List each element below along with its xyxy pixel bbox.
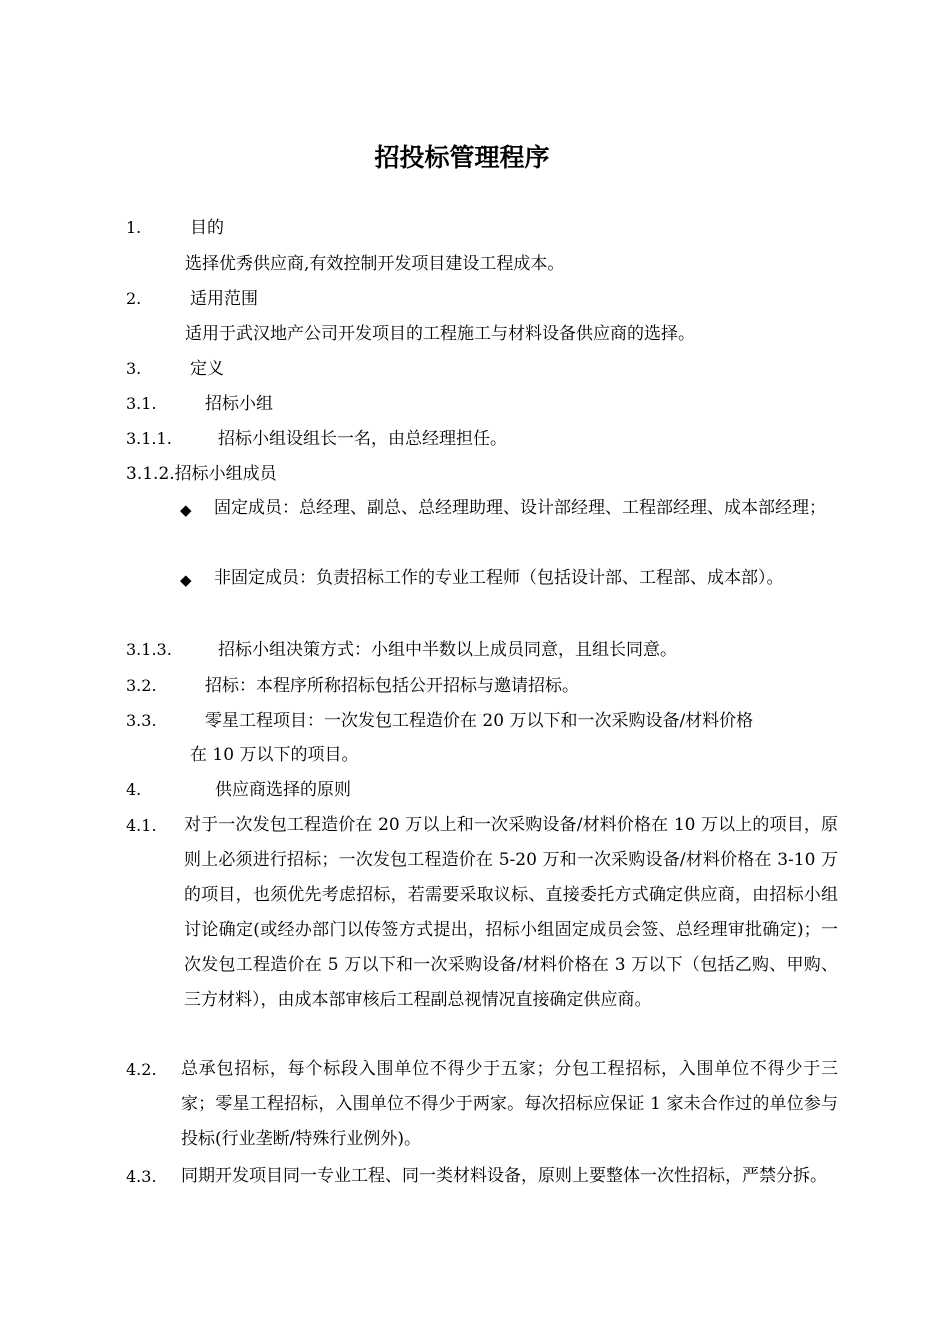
section-4-3-text: 同期开发项目同一专业工程、同一类材料设备，原则上要整体一次性招标，严禁分拆。	[181, 1166, 827, 1186]
section-3-3-text-line1: 零星工程项目：一次发包工程造价在 20 万以下和一次采购设备/材料价格	[205, 711, 754, 731]
section-4-1-text: 对于一次发包工程造价在 20 万以上和一次采购设备/材料价格在 10 万以上的项目，原则上必须进行招标；一次发包工程造价在 5-20 万和一次采购设备/材料价格在 3-10 万的项目，也须优先考虑招标，若需要采取议标、直接委托方式确定供应商，由招标小组讨论确定(或经办部门以传签方式提出，招标小组固定成员会签、总经理审批确定)；一次发包工程造价在 5 万以下和一次采购设备/材料价格在 3 万以下（包括乙购、甲购、三方材料），由成本部审核后工程副总视情况直接确定供应商。	[184, 815, 838, 1010]
section-2-heading: 适用范围	[190, 289, 258, 309]
section-3-1-2-heading: 3.1.2.招标小组成员	[126, 464, 277, 484]
section-4-3-number: 4.3.	[126, 1167, 157, 1186]
section-2-text: 适用于武汉地产公司开发项目的工程施工与材料设备供应商的选择。	[185, 324, 695, 344]
section-3-2-text: 招标：本程序所称招标包括公开招标与邀请招标。	[205, 676, 579, 696]
section-3-1-3-number: 3.1.3.	[126, 640, 172, 659]
section-4-2-number: 4.2.	[126, 1060, 157, 1079]
section-4-1-number: 4.1.	[126, 816, 157, 835]
section-4-number: 4.	[126, 780, 142, 799]
section-1-number: 1.	[126, 218, 142, 237]
section-1-heading: 目的	[190, 218, 224, 238]
bullet-diamond-icon: ◆	[180, 501, 192, 519]
section-3-1-heading: 招标小组	[205, 394, 273, 414]
bullet-fixed-members: 固定成员：总经理、副总、总经理助理、设计部经理、工程部经理、成本部经理；	[214, 498, 826, 518]
document-title: 招投标管理程序	[374, 143, 550, 172]
section-3-1-number: 3.1.	[126, 394, 157, 413]
section-1-text: 选择优秀供应商,有效控制开发项目建设工程成本。	[185, 254, 565, 274]
section-3-heading: 定义	[190, 359, 224, 379]
section-4-heading: 供应商选择的原则	[215, 780, 351, 800]
bullet-nonfixed-members: 非固定成员：负责招标工作的专业工程师（包括设计部、工程部、成本部）。	[214, 568, 784, 588]
section-3-1-3-text: 招标小组决策方式：小组中半数以上成员同意，且组长同意。	[218, 640, 677, 660]
section-3-number: 3.	[126, 359, 142, 378]
section-3-1-1-text: 招标小组设组长一名，由总经理担任。	[218, 429, 507, 449]
section-2-number: 2.	[126, 289, 142, 308]
section-3-3-number: 3.3.	[126, 711, 157, 730]
section-3-1-1-number: 3.1.1.	[126, 429, 172, 448]
section-3-3-text-line2: 在 10 万以下的项目。	[190, 745, 359, 765]
bullet-diamond-icon: ◆	[180, 571, 192, 589]
section-4-2-text: 总承包招标，每个标段入围单位不得少于五家；分包工程招标，入围单位不得少于三家；零星工程招标，入围单位不得少于两家。每次招标应保证 1 家未合作过的单位参与投标(行业垄断/特殊行业例外)。	[181, 1059, 838, 1149]
section-3-2-number: 3.2.	[126, 676, 157, 695]
